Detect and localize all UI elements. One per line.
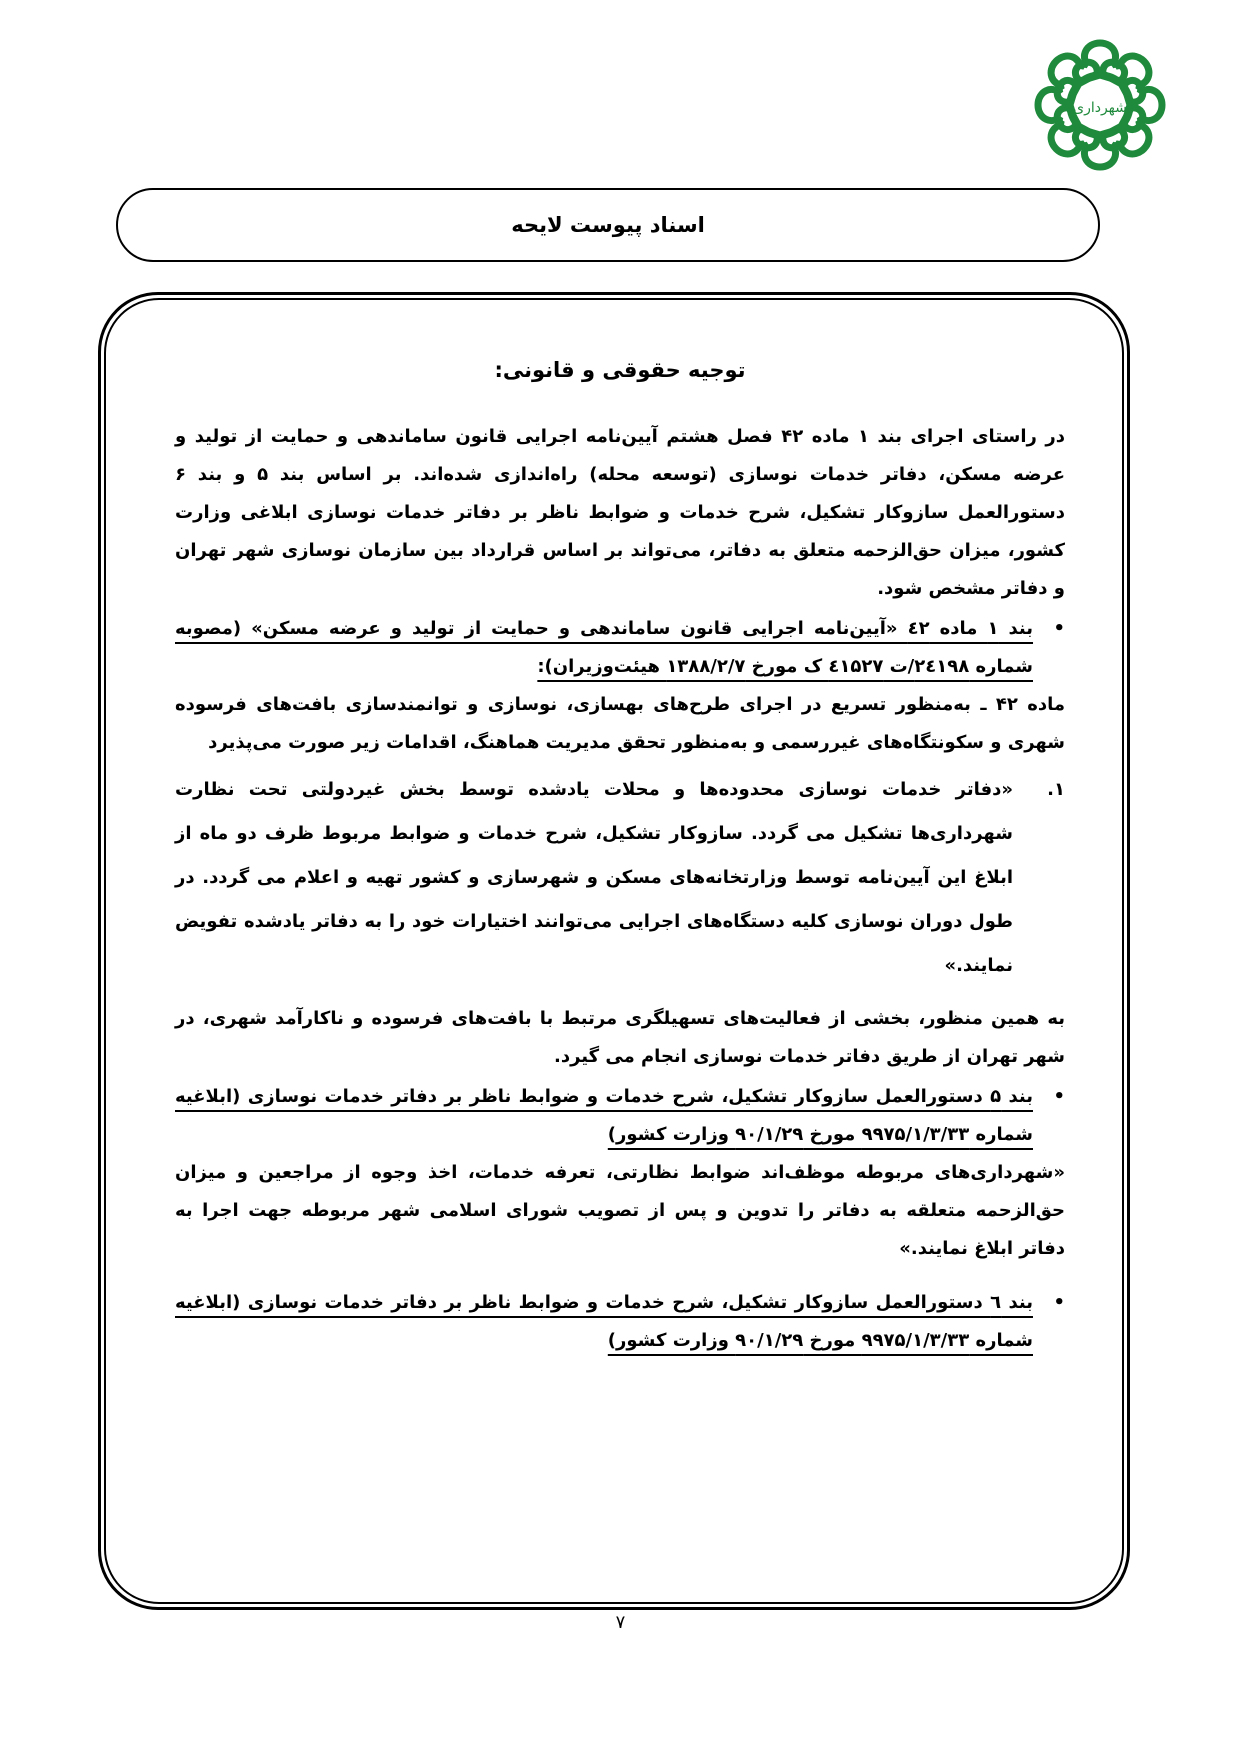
bullet-item: [175, 1078, 1065, 1154]
section-heading: توجیه حقوقی و قانونی:: [494, 358, 746, 382]
svg-text:شهرداری: شهرداری: [1073, 100, 1127, 116]
bullet-item: [175, 1284, 1065, 1360]
intro-paragraph: در راستای اجرای بند ۱ ماده ۴۲ فصل هشتم آیین‌نامه اجرایی قانون ساماندهی و حمایت از تولید و عرضه مسکن، دفاتر خدمات نوسازی (توسعه محله) راه‌اندازی شده‌اند. بر اساس بند ۵ و بند ۶ دستورالعمل سازوکار تشکیل، شرح خدمات و ضوابط ناظر بر دفاتر خدمات نوسازی ابلاغی وزارت کشور، میزان حق‌الزحمه متعلق به دفاتر، می‌تواند بر اساس قرارداد بین سازمان نوسازی شهر تهران و دفاتر مشخص شود.: [175, 426, 1066, 599]
bullet-icon: •: [1053, 1292, 1065, 1313]
bullet-item: [175, 610, 1065, 686]
bullet-text: بند ٦ دستورالعمل سازوکار تشکیل، شرح خدمات و ضوابط ناظر بر دفاتر خدمات نوسازی (ابلاغیه شماره ۹۹۷۵/۱/۳/۳۳ مورخ ۹۰/۱/۲۹ وزارت کشور): [175, 1292, 1033, 1351]
bullet-text: بند ۱ ماده ٤٢ «آیین‌نامه اجرایی قانون ساماندهی و حمایت از تولید و عرضه مسکن» (مصوبه شماره ۲٤۱۹۸/ت ٤۱۵۲۷ ک مورخ ۱۳۸۸/۲/۷ هیئت‌وزیران):: [175, 618, 1034, 677]
numbered-item-text: «دفاتر خدمات نوسازی محدوده‌ها و محلات یادشده توسط بخش غیردولتی تحت نظارت شهرداری‌ها تشکیل می گردد. سازوکار تشکیل، شرح خدمات و ضوابط مربوط ظرف دو ماه از ابلاغ این آیین‌نامه توسط وزارتخانه‌های مسکن و شهرسازی و کشور تهیه و اعلام می گردد. در طول دوران نوسازی کلیه دستگاه‌های اجرایی می‌توانند اختیارات خود را به دفاتر یادشده تفویض نمایند.»: [175, 779, 1013, 976]
same-purpose-paragraph: به همین منظور، بخشی از فعالیت‌های تسهیلگری مرتبط با بافت‌های فرسوده و ناکارآمد شهری، در شهر تهران از طریق دفاتر خدمات نوسازی انجام می گیرد.: [175, 1008, 1065, 1067]
article-paragraph: ماده ۴۲ ـ به‌منظور تسریع در اجرای طرح‌های بهسازی، نوسازی و توانمندسازی بافت‌های فرسوده شهری و سکونتگاه‌های غیررسمی و به‌منظور تحقق مدیریت هماهنگ، اقدامات زیر صورت می‌پذیرد: [175, 694, 1065, 753]
document-body: [175, 350, 1065, 1360]
bullet-icon: •: [1053, 618, 1065, 639]
logo-emblem-icon: [1025, 30, 1175, 180]
document-header-box: [116, 188, 1100, 262]
item-number: ۱.: [1047, 779, 1065, 800]
tehran-municipality-logo: [1025, 30, 1175, 180]
municipality-quote-paragraph: «شهرداری‌های مربوطه موظف‌اند ضوابط نظارتی، تعرفه خدمات، اخذ وجوه از مراجعین و میزان حق‌الزحمه متعلقه به دفاتر را تدوین و پس از تصویب شورای اسلامی شهر مربوطه جهت اجرا به دفاتر ابلاغ نمایند.»: [175, 1162, 1065, 1259]
page-title: اسناد پیوست لایحه: [511, 213, 705, 237]
bullet-text: بند ۵ دستورالعمل سازوکار تشکیل، شرح خدمات و ضوابط ناظر بر دفاتر خدمات نوسازی (ابلاغیه شماره ۹۹۷۵/۱/۳/۳۳ مورخ ۹۰/۱/۲۹ وزارت کشور): [175, 1086, 1033, 1145]
numbered-item: [175, 768, 1065, 988]
page-number: ۷: [615, 1612, 626, 1633]
bullet-icon: •: [1053, 1086, 1065, 1107]
